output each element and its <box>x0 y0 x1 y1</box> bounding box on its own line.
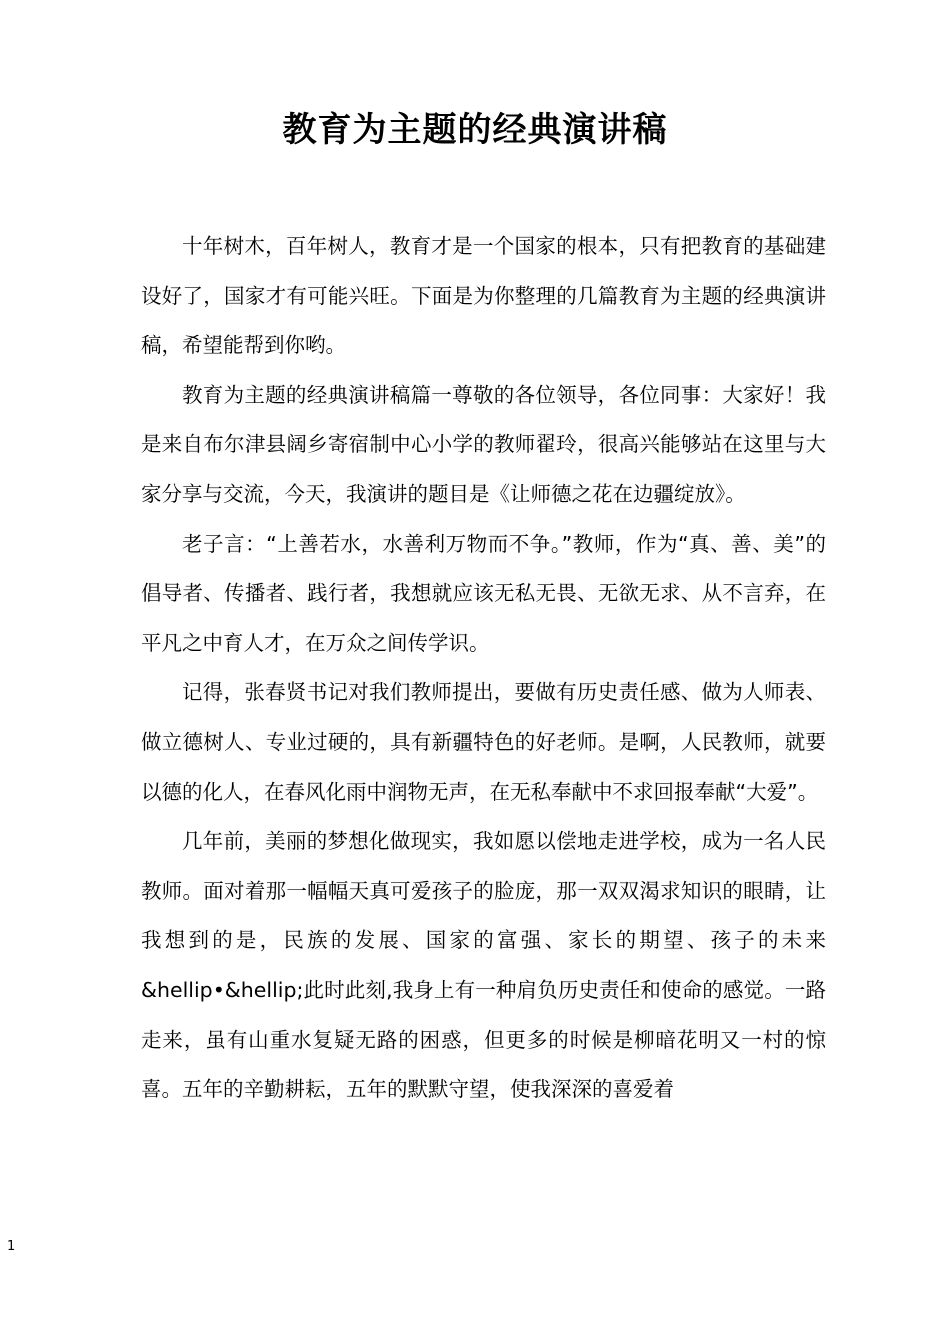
paragraph-laozi-quote: 老子言：“上善若水，水善利万物而不争。”教师，作为“真、善、美”的倡导者、传播者、践行者，我想就应该无私无畏、无欲无求、从不言弃，在平凡之中育人才，在万众之间传学识。 <box>141 531 826 655</box>
document-body <box>141 222 826 1115</box>
page-number: 1 <box>7 1239 16 1254</box>
paragraph-intro: 十年树木，百年树人，教育才是一个国家的根本，只有把教育的基础建设好了，国家才有可能兴旺。下面是为你整理的几篇教育为主题的经典演讲稿，希望能帮到你哟。 <box>141 234 826 358</box>
paragraph-years-ago: 几年前，美丽的梦想化做现实，我如愿以偿地走进学校，成为一名人民教师。面对着那一幅幅天真可爱孩子的脸庞，那一双双渴求知识的眼睛，让我想到的是，民族的发展、国家的富强、家长的期望、孩子的未来&hellip•&hellip;此时此刻,我身上有一种肩负历史责任和使命的感觉。一路走来，虽有山重水复疑无路的困惑，但更多的时候是柳暗花明又一村的惊喜。五年的辛勤耕耘，五年的默默守望，使我深深的喜爱着 <box>141 829 826 1102</box>
document-title: 教育为主题的经典演讲稿 <box>282 110 668 150</box>
paragraph-good-teacher: 记得，张春贤书记对我们教师提出，要做有历史责任感、做为人师表、做立德树人、专业过硬的，具有新疆特色的好老师。是啊，人民教师，就要以德的化人，在春风化雨中润物无声，在无私奉献中不求回报奉献“大爱”。 <box>141 680 826 804</box>
paragraph-greeting: 教育为主题的经典演讲稿篇一尊敬的各位领导，各位同事：大家好！我是来自布尔津县阔乡寄宿制中心小学的教师翟玲，很高兴能够站在这里与大家分享与交流，今天，我演讲的题目是《让师德之花在边疆绽放》。 <box>141 382 826 506</box>
